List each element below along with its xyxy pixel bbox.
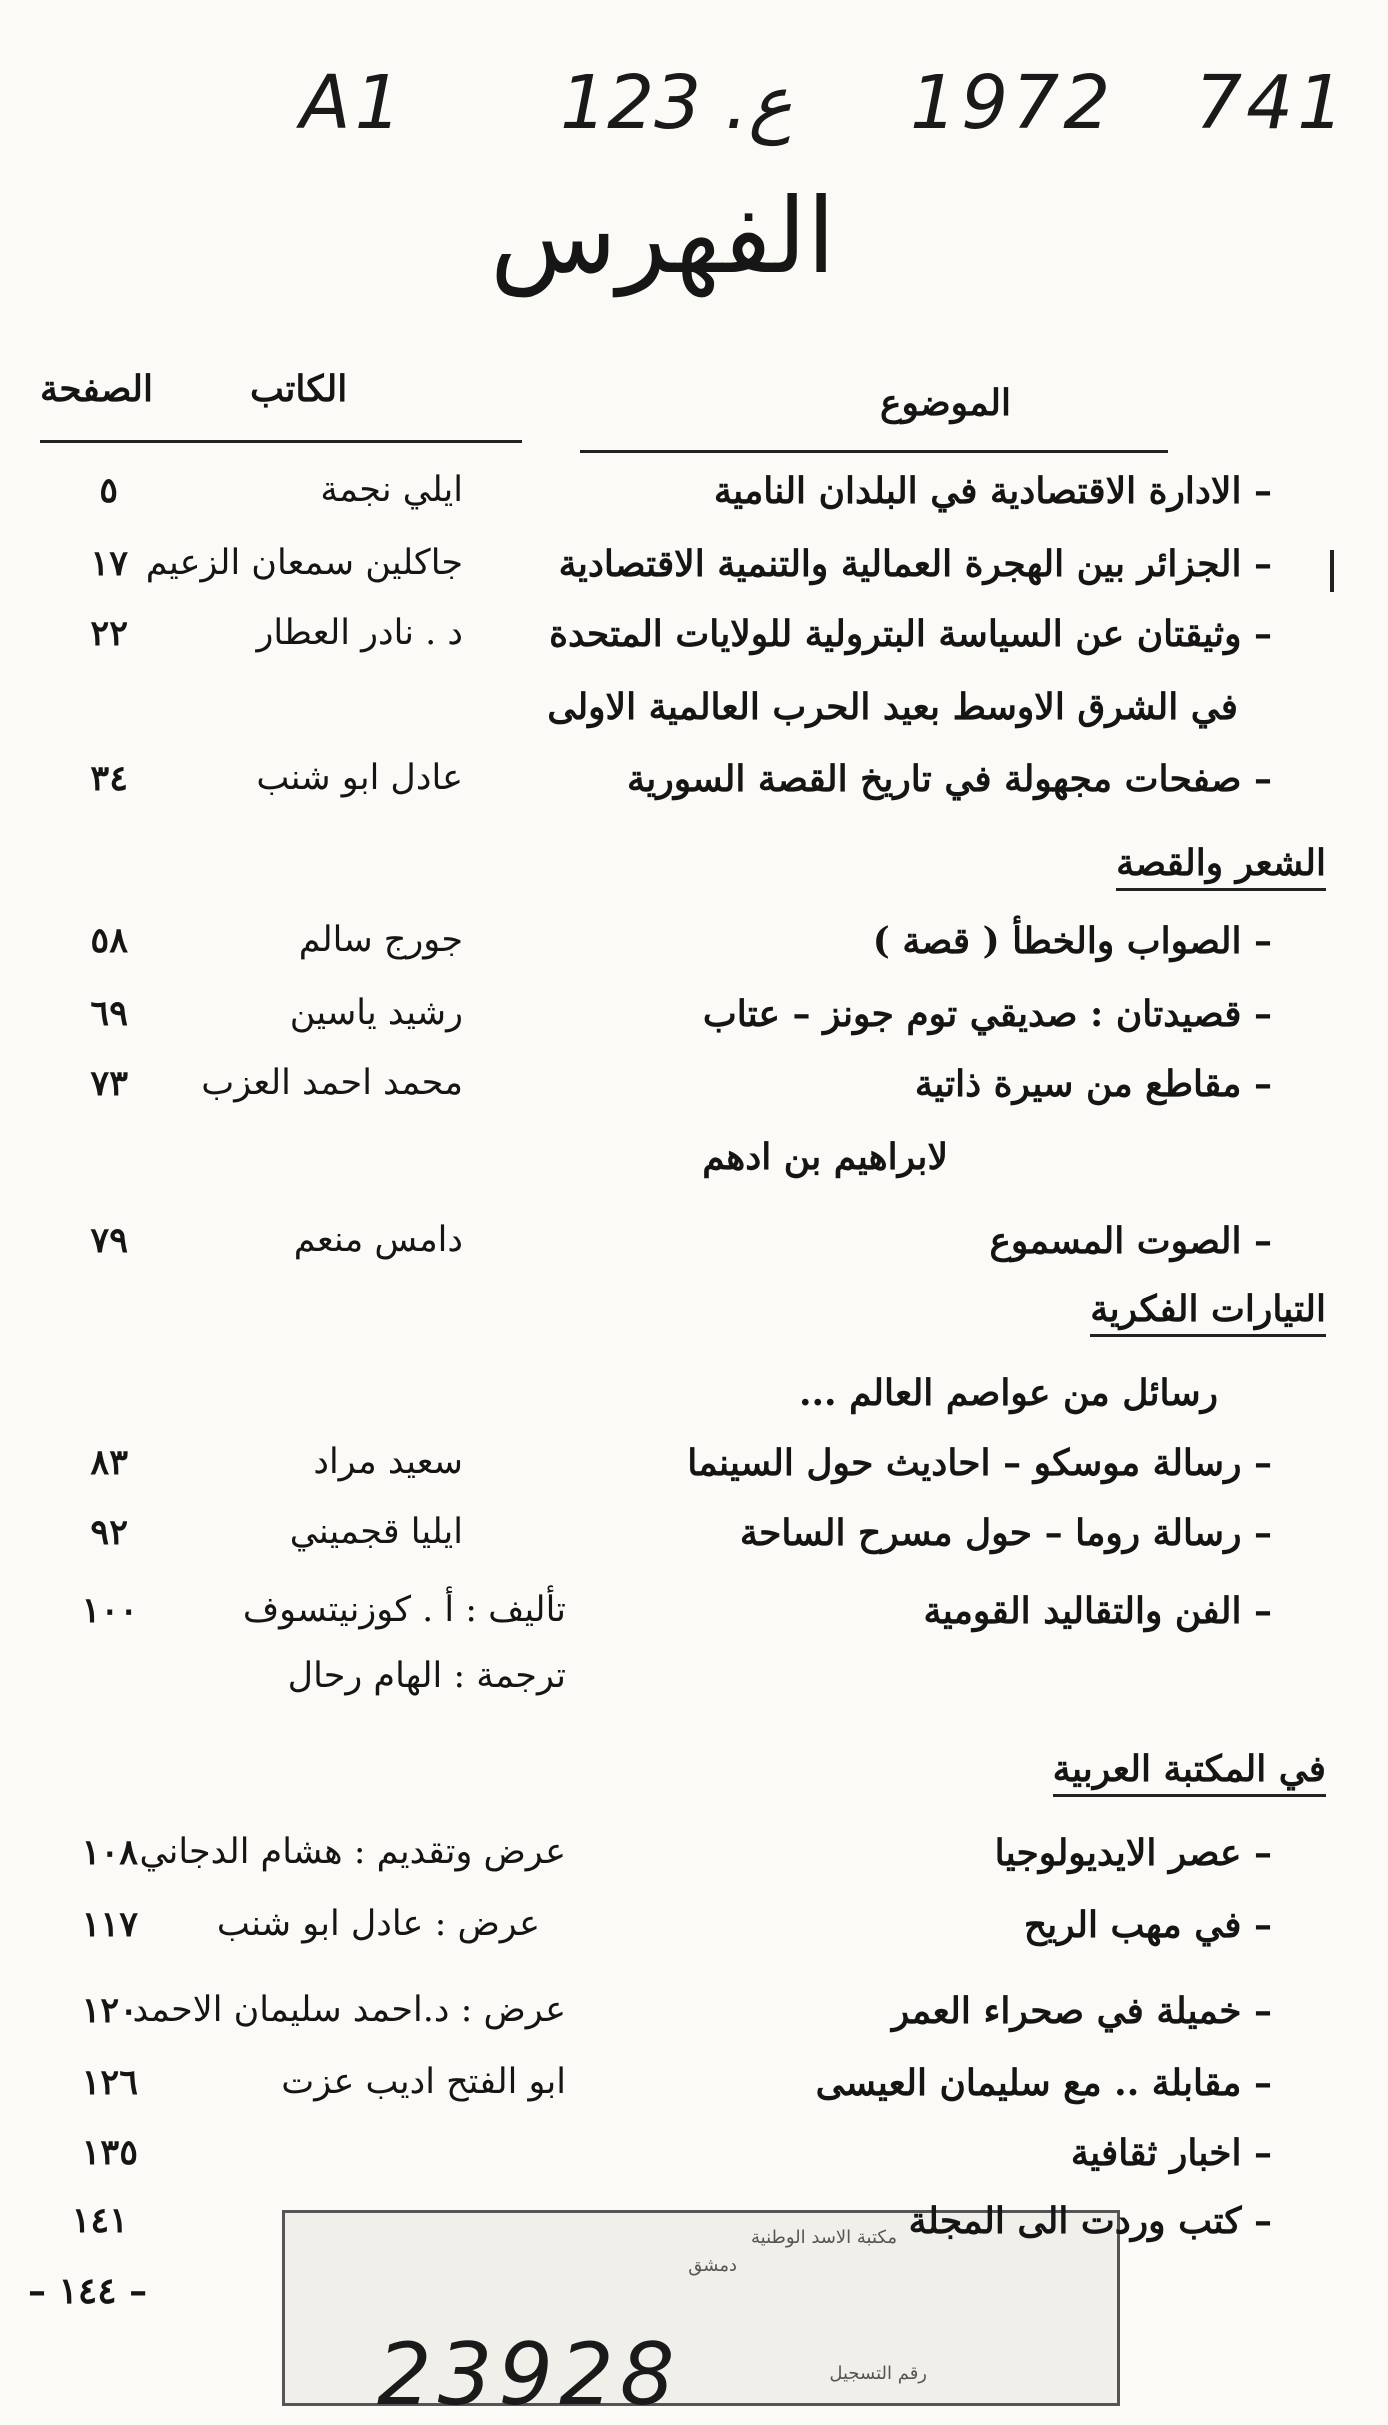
page-number: ٣٤: [90, 758, 128, 799]
page-number: ٧٣: [90, 1063, 128, 1104]
header-rule-right: [580, 450, 1168, 453]
topic: – الفن والتقاليد القومية: [923, 1590, 1272, 1632]
topic: – مقاطع من سيرة ذاتية: [914, 1063, 1272, 1105]
header-page: الصفحة: [40, 368, 153, 410]
author: عرض : د.احمد سليمان الاحمد: [132, 1990, 566, 2030]
stamp-text: مكتبة الاسد الوطنية: [751, 2227, 897, 2248]
page-number: ١٧: [90, 543, 128, 584]
topic: – صفحات مجهولة في تاريخ القصة السورية: [627, 758, 1272, 800]
section-title: في المكتبة العربية: [1053, 1748, 1326, 1797]
page-number: ٥٨: [90, 920, 128, 961]
author: جورج سالم: [298, 920, 463, 960]
page-number: ١٠٠: [81, 1590, 138, 1631]
page-number: ١٢٦: [81, 2062, 138, 2103]
author: عرض وتقديم : هشام الدجاني: [139, 1832, 566, 1872]
topic: – اخبار ثقافية: [1070, 2132, 1272, 2174]
author: سعيد مراد: [313, 1442, 463, 1482]
author: ايليا قجميني: [289, 1512, 463, 1552]
topic: – الادارة الاقتصادية في البلدان النامية: [713, 470, 1272, 512]
page-number: ١٢٠: [81, 1990, 138, 2031]
topic: – مقابلة .. مع سليمان العيسى: [815, 2062, 1272, 2104]
page-number: ١٠٨: [81, 1832, 138, 1873]
call-number-part: 123 .ع: [560, 60, 793, 146]
page-number: ١٤١: [71, 2200, 128, 2241]
page-folio: – ١٤٤ –: [28, 2270, 148, 2312]
author: تأليف : أ . كوزنيتسوف: [242, 1590, 566, 1630]
topic: في الشرق الاوسط بعيد الحرب العالمية الاولى: [547, 686, 1238, 728]
call-number-part: 1972: [910, 60, 1115, 146]
author: عادل ابو شنب: [256, 758, 463, 798]
topic: – رسالة موسكو – احاديث حول السينما: [687, 1442, 1272, 1484]
topic: – في مهب الريح: [1023, 1904, 1272, 1946]
header-author: الكاتب: [250, 368, 348, 410]
author: جاكلين سمعان الزعيم: [145, 543, 463, 583]
header-topic: الموضوع: [880, 382, 1012, 424]
section-title: التيارات الفكرية: [1090, 1288, 1326, 1337]
author: دامس منعم: [293, 1220, 463, 1260]
page-number: ٨٣: [90, 1442, 128, 1483]
accession-number: 23928: [377, 2325, 681, 2425]
topic: – كتب وردت الى المجلة: [908, 2200, 1272, 2242]
page-number: ١١٧: [81, 1904, 138, 1945]
call-number-part: 741: [1195, 60, 1349, 146]
topic: – الصواب والخطأ ( قصة ): [872, 920, 1272, 962]
author: عرض : عادل ابو شنب: [216, 1904, 540, 1944]
topic: – وثيقتان عن السياسة البترولية للولايات المتحدة: [549, 613, 1272, 655]
page-number: ٦٩: [90, 993, 128, 1034]
call-number-part: A1: [300, 60, 406, 146]
topic: – عصر الايديولوجيا: [994, 1832, 1272, 1874]
page-number: ١٣٥: [81, 2132, 138, 2173]
section-title: الشعر والقصة: [1116, 842, 1326, 891]
page-title: الفهرس: [490, 175, 836, 297]
header-rule-left: [40, 440, 522, 443]
topic: – رسالة روما – حول مسرح الساحة: [739, 1512, 1272, 1554]
page-number: ٢٢: [90, 613, 128, 654]
stamp-text: دمشق: [688, 2255, 737, 2276]
page-number: ٥: [99, 470, 118, 511]
author: ترجمة : الهام رحال: [287, 1656, 566, 1696]
page-number: ٧٩: [90, 1220, 128, 1261]
topic: – الجزائر بين الهجرة العمالية والتنمية الاقتصادية: [558, 543, 1272, 585]
topic: رسائل من عواصم العالم ...: [798, 1372, 1218, 1414]
topic: – خميلة في صحراء العمر: [891, 1990, 1272, 2032]
stamp-text: رقم التسجيل: [829, 2363, 927, 2384]
topic: لابراهيم بن ادهم: [702, 1136, 948, 1178]
author: محمد احمد العزب: [201, 1063, 463, 1103]
author: د . نادر العطار: [256, 613, 463, 653]
topic: – الصوت المسموع: [989, 1220, 1272, 1262]
author: ايلي نجمة: [320, 470, 463, 510]
margin-mark: [1330, 550, 1334, 592]
author: ابو الفتح اديب عزت: [281, 2062, 566, 2102]
author: رشيد ياسين: [289, 993, 463, 1033]
topic: – قصيدتان : صديقي توم جونز – عتاب: [702, 993, 1272, 1035]
page-number: ٩٢: [90, 1512, 128, 1553]
